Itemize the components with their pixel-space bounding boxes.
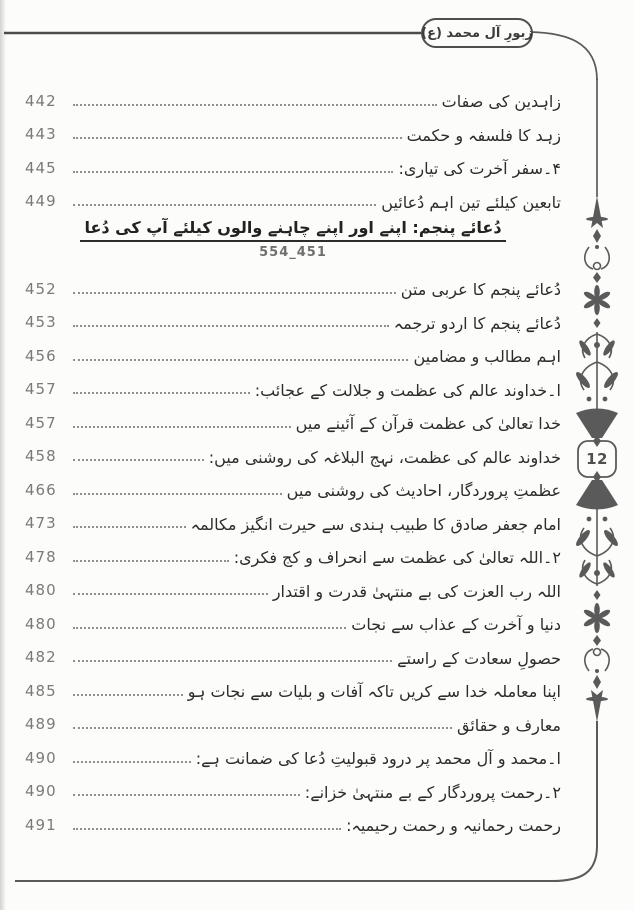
dot-leader [73, 828, 341, 830]
toc-row [25, 400, 561, 434]
dot-leader [73, 660, 392, 662]
dot-leader [73, 171, 393, 173]
toc-page-number: 466 [25, 480, 57, 499]
section-page-range: 554_451 [259, 245, 327, 260]
book-title: زبورِ آل محمد (ع) [421, 25, 533, 41]
toc-page-number: 480 [25, 614, 57, 633]
section-heading: دُعائے پنجم: اپنے اور اپنے چاہنے والوں کیلئے آپ کی دُعا [80, 218, 505, 242]
toc-row [25, 702, 561, 736]
toc-row [25, 601, 561, 635]
toc-entry-title: زہد کا فلسفہ و حکمت [406, 125, 561, 145]
toc-entry-title: اپنا معاملہ خدا سے کریں تاکہ آفات و بلیات سے نجات ہو [187, 682, 561, 702]
toc-entry-title: دُعائے پنجم کا اردو ترجمہ [393, 313, 561, 333]
toc-entry-title: ۴۔سفر آخرت کی تیاری: [398, 159, 561, 179]
toc-page-number: 490 [25, 782, 57, 800]
toc-row [25, 367, 561, 401]
toc-entry-title: دُعائے پنجم کا عربی متن [400, 280, 561, 300]
toc-row [25, 145, 561, 179]
toc-page-number: 457 [25, 413, 57, 432]
dot-leader [73, 761, 191, 763]
toc-row [25, 300, 561, 334]
toc-entry-title: ا۔خداوند عالم کی عظمت و جلالت کے عجائب: [254, 380, 561, 400]
dot-leader [73, 794, 300, 796]
toc-entry-title: اللہ رب العزت کی بے منتہیٰ قدرت و اقتدار [272, 581, 561, 601]
toc-row [25, 112, 561, 146]
toc-row [25, 769, 561, 803]
dot-leader [73, 359, 408, 361]
toc-page-number: 491 [25, 815, 57, 834]
toc-row [25, 534, 561, 568]
toc-row [25, 179, 561, 213]
section-heading-block [25, 212, 561, 266]
page-number-badge: 12 [586, 450, 608, 468]
toc-entry-title: ۲۔رحمت پروردگار کے بے منتہیٰ خزانے: [304, 782, 561, 802]
book-title-badge [421, 18, 533, 48]
toc-page-number: 458 [25, 447, 57, 465]
dot-leader [73, 392, 250, 394]
dot-leader [73, 694, 183, 696]
toc-page-number: 445 [25, 158, 57, 177]
toc-page-number: 443 [25, 125, 57, 143]
toc-row [25, 735, 561, 769]
toc-entry-title: عظمتِ پروردگار، احادیث کی روشنی میں [286, 481, 561, 501]
toc-page-number: 456 [25, 346, 57, 365]
toc-entry-title: اہم مطالب و مضامین [413, 347, 561, 367]
toc-row [25, 467, 561, 501]
toc-page-number: 453 [25, 313, 57, 331]
toc-page-number: 485 [25, 681, 57, 700]
toc-page-number: 452 [25, 279, 57, 298]
toc-entry-title: خداوند عالم کی عظمت، نہج البلاغہ کی روشنی میں: [208, 447, 561, 467]
toc-page-number: 449 [25, 192, 57, 210]
toc-entry-title: حصولِ سعادت کے راستے [397, 648, 561, 668]
toc-entry-title: خدا تعالیٰ کی عظمت قرآن کے آئینے میں [295, 414, 561, 434]
toc-row [25, 333, 561, 367]
toc-entry-title: امام جعفر صادق کا طبیب ہندی سے حیرت انگیز مکالمہ [190, 514, 561, 534]
dot-leader [73, 426, 291, 428]
toc-page-number: 490 [25, 748, 57, 767]
toc-entry-title: زاہدین کی صفات [441, 92, 561, 112]
toc-page-number: 482 [25, 648, 57, 666]
dot-leader [73, 204, 376, 206]
dot-leader [73, 104, 437, 106]
toc-entry-title: تابعین کیلئے تین اہم دُعائیں [381, 192, 561, 212]
toc-page-number: 478 [25, 547, 57, 566]
dot-leader [73, 560, 229, 562]
toc-page-number: 473 [25, 514, 57, 532]
dot-leader [73, 593, 268, 595]
toc-entry-title: ۲۔اللہ تعالیٰ کی عظمت سے انحراف و کج فکری: [233, 548, 561, 568]
dot-leader [73, 526, 186, 528]
dot-leader [73, 727, 452, 729]
toc-row [25, 78, 561, 112]
toc-row [25, 501, 561, 535]
dot-leader [73, 325, 389, 327]
toc-entry-title: رحمت رحمانیہ و رحمت رحیمیہ: [346, 816, 561, 836]
toc-entry-title: ا۔محمد و آل محمد پر درود قبولیتِ دُعا کی ضمانت ہے: [195, 749, 561, 769]
dot-leader [73, 493, 282, 495]
toc-page-number: 480 [25, 581, 57, 599]
dot-leader [73, 292, 396, 294]
toc-row [25, 635, 561, 669]
toc-page-number: 442 [25, 91, 57, 110]
dot-leader [73, 137, 402, 139]
dot-leader [73, 459, 204, 461]
toc-entry-title: دنیا و آخرت کے عذاب سے نجات [351, 615, 561, 635]
toc-row [25, 266, 561, 300]
toc-page-number: 489 [25, 715, 57, 733]
dot-leader [73, 627, 346, 629]
toc-row [25, 802, 561, 836]
toc-row [25, 434, 561, 468]
table-of-contents [25, 78, 561, 836]
toc-entry-title: معارف و حقائق [456, 715, 561, 735]
toc-page-number: 457 [25, 380, 57, 398]
toc-row [25, 668, 561, 702]
toc-row [25, 568, 561, 602]
